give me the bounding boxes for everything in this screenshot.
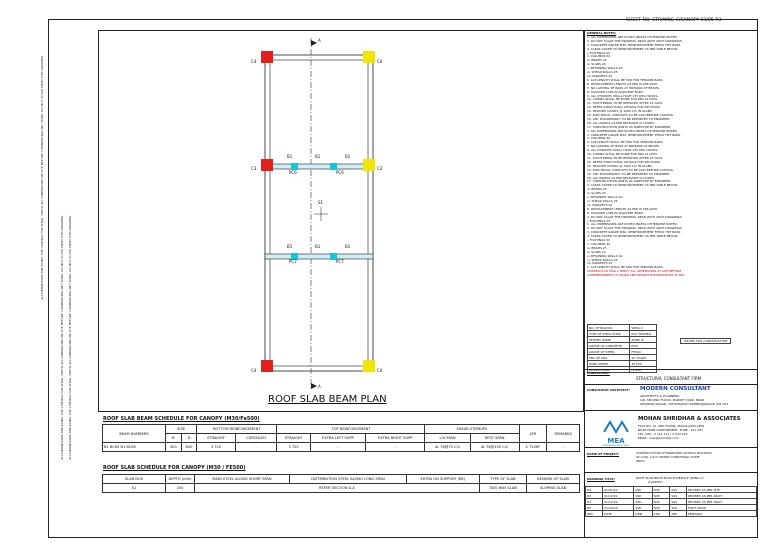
drawing-info-label: DRAWING TITLE: (587, 477, 615, 481)
column-label: C3 (251, 166, 257, 171)
note-line: vii. PARAPETS 20 (587, 203, 613, 207)
cell: SSS (670, 505, 687, 511)
margin-note: ALL DIMENSIONS ARE IN MM. THE CONTRACTOR SHALL CHECK ALL DIMENSIONS ON SITE BEFORE COMMENCING ANY WORK. DO NOT SCALE FROM THIS DRAWING. (60, 214, 64, 460)
cell: DRN (634, 511, 652, 517)
beam-outline-inner (270, 60, 368, 366)
note-line: 1. ALL DIMENSIONS ARE IN MM UNLESS OTHERWISE NOTED. (587, 223, 678, 227)
cell: 01/12/22 (603, 493, 634, 499)
note-line: 17. CONSTRUCTION JOINTS AS DIRECTED BY ENGINEER. (587, 180, 672, 184)
cell: EXTRA RIGHT SUPP (365, 434, 425, 443)
firm-line: EMAIL: msa@example.com (638, 436, 679, 440)
pedestal-pc6-left (291, 163, 298, 170)
note-line: ii. COLUMNS 40 (587, 137, 611, 141)
beam-label: B1 (345, 154, 351, 159)
cell: GRADE OF STEEL (588, 349, 630, 355)
note-line: i. FOOTINGS 50 (587, 51, 611, 55)
note-line: 3. CONCRETE GRADE M30, REINFORCEMENT FE500 TMT BARS. (587, 43, 682, 47)
note-line: iii. BEAMS 25 (587, 59, 607, 63)
cell: REVISED AS PER ARCH (686, 499, 756, 505)
project-line: INDIA (636, 459, 645, 463)
cell: 2 T10EF (519, 443, 547, 452)
note-line: 3. CONCRETE GRADE M30, REINFORCEMENT FE500 TMT BARS. (587, 133, 682, 137)
note-line: iv. SLABS 20 (587, 192, 606, 196)
firm-line: FLAT NO. 12, 3RD FLOOR, MAHALAXMI APTS (638, 424, 705, 428)
column-label: C3 (377, 166, 383, 171)
title-divider (584, 472, 758, 473)
consultant-label: CONSULTANT: (587, 371, 611, 375)
note-line: 9. ALL STIRRUPS SHALL HAVE 135 DEG HOOKS. (587, 94, 659, 98)
cell: STRAIGHT (277, 434, 310, 443)
cell: REMARKS (686, 511, 756, 517)
grid-mark-top: A (318, 38, 321, 43)
beam-label: B1 (315, 244, 321, 249)
cell: SSS (670, 487, 687, 493)
architect-divider (584, 384, 758, 385)
note-line: 3. CONCRETE GRADE M30, REINFORCEMENT FE500 TMT BARS. (587, 231, 682, 235)
cell: NO. OF BLOCKS (588, 325, 630, 331)
cell: REFER SECTION A-A (195, 484, 480, 493)
note-line: 17. CONSTRUCTION JOINTS AS DIRECTED BY ENGINEER. (587, 125, 672, 129)
note-line: 9. ALL STIRRUPS SHALL HAVE 135 DEG HOOKS. (587, 149, 659, 153)
column-c4-bottom-right (363, 360, 375, 372)
cell: DISTRIBUTION STEEL ALONG LONG SPAN (289, 475, 406, 484)
note-line: vi. SHEAR WALLS 25 (587, 71, 618, 75)
cell: SDP (652, 487, 670, 493)
cell: MAIN STEEL ALONG SHORT SPAN (195, 475, 290, 484)
cell: DESIGN CODE (588, 367, 630, 373)
cell: B1 BC65 B1 BC65 (103, 443, 166, 452)
cell: CURTAILED (235, 434, 277, 443)
consultant-value: STRUCTURAL CONSULTANT FIRM (636, 376, 702, 381)
note-line: iii. BEAMS 25 (587, 188, 607, 192)
architect-label: CONSULTANT ARCHITECT: (587, 388, 630, 392)
consultant-divider (584, 369, 758, 370)
cell: REST SPAN (470, 434, 519, 443)
note-line: 11. SHUTTERING TO BE REMOVED AFTER 21 DAYS. (587, 102, 664, 106)
note-line: 6. DEVELOPMENT LENGTH AS PER IS 456:2000. (587, 207, 659, 211)
cell: SLAB NOS (103, 475, 166, 484)
pedestal-label: PC6 (336, 170, 344, 175)
note-line: 5. LAP LENGTH SHALL BE 50D FOR TENSION BARS. (587, 141, 664, 145)
project-label: NAME OF PROJECT: (587, 452, 620, 456)
note-line: vi. SHEAR WALLS 25 (587, 258, 618, 262)
issue-status: ISSUED FOR CONSTRUCTION (680, 338, 731, 344)
note-line: 5. LAP LENGTH SHALL BE 50D FOR TENSION BARS. (587, 266, 664, 270)
note-line: 2. DO NOT SCALE THE DRAWING. READ WITH ARCH DRAWINGS. (587, 39, 683, 43)
note-line: v. RETAINING WALLS 40 (587, 67, 623, 71)
cell: FE500 (630, 349, 657, 355)
section-arrow-top (311, 40, 317, 46)
note-line: 1. ALL DIMENSIONS ARE IN MM UNLESS OTHERWISE NOTED. (587, 35, 678, 39)
cell: RCC FRAMED (630, 331, 657, 337)
drawing-title: ROOF SLAB BEAM PLAN (268, 394, 387, 405)
cell: SSS (670, 499, 687, 505)
cell: 4L T8@75 C/C (425, 443, 470, 452)
cell: 200 (166, 484, 195, 493)
design-parameter-table (587, 324, 657, 373)
beam-label: B1 (315, 154, 321, 159)
pedestal-label: PC7 (336, 259, 344, 264)
cell: L/4 SPAN (425, 434, 470, 443)
cell: - (365, 443, 425, 452)
note-line: v. RETAINING WALLS 40 (587, 196, 623, 200)
note-line: 1. ALL DIMENSIONS ARE IN MM UNLESS OTHERWISE NOTED. (587, 129, 678, 133)
note-line: vi. SHEAR WALLS 25 (587, 199, 618, 203)
cell: WIND SPEED (588, 361, 630, 367)
cell: R3 (586, 487, 603, 493)
cell: 4L T8@150 C/C (470, 443, 519, 452)
note-line red: CONTRACTOR SHALL VERIFY ALL DIMENSIONS AT SITE BEFORE (587, 270, 682, 274)
drawing-info-line: ROOF SLAB BEAM PLAN SCHEDULE (WING C) (636, 476, 704, 480)
cell: D (181, 434, 197, 443)
note-line: 4. CLEAR COVER TO REINFORCEMENT AS PER TABLE BELOW. (587, 235, 679, 239)
cell: ZONE III (630, 337, 657, 343)
note-line: 16. ALL WORKS AS PER RELEVANT IS CODES. (587, 121, 655, 125)
project-divider (584, 447, 758, 448)
cell: SFR (519, 425, 547, 443)
roof-slab-beam-plan (98, 30, 584, 412)
column-c4-top-right (363, 51, 375, 63)
note-line: 10. CURING SHALL BE DONE FOR MIN 14 DAYS. (587, 153, 659, 157)
note-line: 2. DO NOT SCALE THE DRAWING. READ WITH ARCH DRAWINGS. (587, 215, 683, 219)
note-line: 10. CURING SHALL BE DONE FOR MIN 14 DAYS. (587, 98, 659, 102)
margin-note-3: ALL DIMENSIONS ARE IN MM. THE CONTRACTOR SHALL CHECK ALL DIMENSIONS ON SITE BEFORE COMMENCING ANY WORK. DO NOT SCALE FROM THIS DRAWING. (40, 54, 44, 300)
project-line: AT S.NO. 1/2/3, PIMPRI CHINCHWAD, PUNE (636, 455, 700, 459)
cell: SDP (652, 505, 670, 511)
note-line: i. FOOTINGS 50 (587, 239, 611, 243)
note-line: 4. CLEAR COVER TO REINFORCEMENT AS PER TABLE BELOW. (587, 47, 679, 51)
general-notes (587, 32, 755, 322)
note-line: 7. NO LAPPING OF BARS AT MIDSPAN OF BEAMS. (587, 86, 660, 90)
note-line: 12. REFER STRUCTURAL DETAILS FOR SECTIONS. (587, 160, 661, 164)
cell: APP (670, 511, 687, 517)
sheet-number: SHEET NO. STR/WNG C/CANOPY-03/05-R3 (626, 18, 722, 23)
note-line: vii. PARAPETS 20 (587, 74, 613, 78)
drawing-info-line: (CANOPY) (648, 480, 663, 484)
pedestal-pc6-right (330, 163, 337, 170)
cell: SDP (652, 493, 670, 499)
cell: REV (586, 511, 603, 517)
cell: 01/10/22 (603, 505, 634, 511)
architect-line: 4-B, SECOND FLOOR, MARKET YARD, NEAR (640, 398, 705, 402)
cell: FIRST ISSUE (686, 505, 756, 511)
note-line: 16. ALL WORKS AS PER RELEVANT IS CODES. (587, 176, 655, 180)
note-line: 15. ANY DISCREPANCY TO BE REPORTED TO ENGINEER. (587, 172, 671, 176)
note-line: iii. BEAMS 25 (587, 246, 607, 250)
note-line: 6. DEVELOPMENT LENGTH AS PER IS 456:2000. (587, 82, 659, 86)
cell: REVISED AS PER SITE (686, 487, 756, 493)
beam-schedule-table (102, 424, 580, 452)
cell: GRADE OF CONCRETE (588, 343, 630, 349)
cell: EXTRA LEFT SUPP (310, 434, 365, 443)
beam-outline-outer (265, 55, 373, 371)
project-line: CONSTRUCTION OF PROPOSED SCHOOL BUILDING (636, 451, 712, 455)
firm-logo-text: MEA (607, 437, 625, 445)
cell: STRAIGHT (197, 434, 235, 443)
beam-label: B1 (287, 154, 293, 159)
column-label: C4 (251, 59, 257, 64)
note-line: ii. COLUMNS 40 (587, 242, 611, 246)
note-line: 8. STAGGER LAPS IN ADJACENT BARS. (587, 90, 644, 94)
cell: SHEAR STIRRUPS (425, 425, 519, 434)
cell: DATE (603, 511, 634, 517)
cell: SEISMIC ZONE (588, 337, 630, 343)
note-line: 4. CLEAR COVER TO REINFORCEMENT AS PER TABLE BELOW. (587, 184, 679, 188)
beam-schedule-title: ROOF SLAB BEAM SCHEDULE FOR CANOPY (M30/Fe500) (103, 416, 260, 422)
note-line: 11. SHUTTERING TO BE REMOVED AFTER 21 DAYS. (587, 157, 664, 160)
note-line: iv. SLABS 20 (587, 250, 606, 254)
cell: 3 T20 (277, 443, 310, 452)
cell: TOP REINFORCEMENT (277, 425, 425, 434)
cell: 39 M/S (630, 361, 657, 367)
column-label: C4 (377, 59, 383, 64)
note-line: 14. ELECTRICAL CONDUITS TO BE LAID BEFORE CASTING. (587, 114, 674, 118)
pedestal-label: PC6 (289, 170, 297, 175)
note-line: 5. LAP LENGTH SHALL BE 50D FOR TENSION BARS. (587, 78, 664, 82)
cell: 20 T/SQM (630, 355, 657, 361)
table-row (586, 511, 757, 517)
note-line: 14. ELECTRICAL CONDUITS TO BE LAID BEFORE CASTING. (587, 168, 674, 172)
cell: B (166, 434, 182, 443)
cell: 3 T20 (197, 443, 235, 452)
beam-label: B1 (345, 244, 351, 249)
cell: SSS (670, 493, 687, 499)
architect-line: SHANKAR NAGAR, CHHATRAPATI SAMBHAJINAGAR 431 001 (640, 402, 729, 406)
cell: SSD (634, 499, 652, 505)
note-line red: COMMENCEMENT OF WORK AND REPORT DISCREPANCIES IF ANY. (587, 274, 685, 278)
cell: - (310, 443, 365, 452)
cell: SSD (634, 487, 652, 493)
note-line: vii. PARAPETS 20 (587, 262, 613, 266)
cell: TYPE OF STRUCTURE (588, 331, 630, 337)
cell: SDP (652, 499, 670, 505)
column-c3-mid-left (261, 159, 273, 171)
cell: - (547, 443, 580, 452)
cell: TWO WAY SLAB (479, 484, 526, 493)
note-line: i. FOOTINGS 50 (587, 219, 611, 223)
cell: 01/11/22 (603, 499, 634, 505)
section-arrow-bottom (311, 383, 317, 389)
cell: R2 (586, 493, 603, 499)
table-row (103, 443, 580, 452)
firm-divider (584, 410, 758, 411)
transverse-beam-top (265, 164, 373, 169)
cell: BOTTOM REINFORCEMENT (197, 425, 277, 434)
cell: CHK (652, 511, 670, 517)
cell: IS 456 (630, 367, 657, 373)
table-row (103, 484, 580, 493)
cell: BEAM NUMBERS (103, 425, 166, 443)
architect-line: ARCHITECTS & PLANNERS (640, 394, 680, 398)
transverse-beam-mid (265, 254, 373, 259)
column-c4-top-left (261, 51, 273, 63)
firm-logo-sub: ENGINEERING ASSOCIATES (602, 445, 630, 447)
firm-name: MOHAN SHRIDHAR & ASSOCIATES (638, 416, 741, 422)
firm-logo-mark-icon (600, 420, 632, 434)
slab-schedule-title: ROOF SLAB SCHEDULE FOR CANOPY (M30 / FE500) (103, 465, 246, 471)
margin-note-2: ALL DIMENSIONS ARE IN MM. THE CONTRACTOR SHALL CHECK ALL DIMENSIONS ON SITE BEFORE COMMENCING ANY WORK. DO NOT SCALE FROM THIS DRAWING. (68, 214, 72, 460)
note-line: 2. DO NOT SCALE THE DRAWING. READ WITH ARCH DRAWINGS. (587, 227, 683, 231)
grid-mark-bottom: A (318, 384, 321, 389)
note-line: v. RETAINING WALLS 40 (587, 254, 623, 258)
slab-mark: S1 (318, 200, 324, 205)
note-line: 7. NO LAPPING OF BARS AT MIDSPAN OF BEAMS. (587, 145, 660, 149)
column-c3-mid-right (363, 159, 375, 171)
cell: M30 (630, 343, 657, 349)
cell: REVISED AS PER ARCH (686, 493, 756, 499)
column-label: C4 (377, 368, 383, 373)
cell: R1 (586, 499, 603, 505)
firm-logo (600, 419, 632, 445)
firm-line: TEL: 020 - 2 111 111 / 2 222 222 (638, 432, 688, 436)
cell: SSD (634, 493, 652, 499)
firm-line: NEAR PUNE CANTONMENT, PUNE - 411 001 (638, 428, 704, 432)
notes-heading: GENERAL NOTES: (587, 32, 617, 35)
cell: 300 (166, 443, 182, 452)
cell: SIZE (166, 425, 197, 434)
cell: 01/01/23 (603, 487, 634, 493)
note-line: 15. ANY DISCREPANCY TO BE REPORTED TO ENGINEER. (587, 117, 671, 121)
note-line: 8. STAGGER LAPS IN ADJACENT BARS. (587, 211, 644, 215)
cell: SBC OF SOIL (588, 355, 630, 361)
cell: SSD (634, 505, 652, 511)
note-line: 13. PROVIDE CHAIRS @ 1000 C/C IN SLABS. (587, 110, 653, 114)
cell: SLOPING SLAB (527, 484, 580, 493)
column-label: C4 (251, 368, 257, 373)
architect-name: MODERN CONSULTANT (640, 386, 711, 392)
note-line: 12. REFER STRUCTURAL DETAILS FOR SECTIONS. (587, 106, 661, 110)
note-line: iv. SLABS 20 (587, 63, 606, 67)
cell: DEPTH (mm) (166, 475, 195, 484)
cell: REMARKS (547, 425, 580, 443)
cell: WING C (630, 325, 657, 331)
slab-schedule-table (102, 474, 580, 493)
cell: S1 (103, 484, 166, 493)
cell: EXTRA ON SUPPORT (BE) (406, 475, 479, 484)
note-line: 13. PROVIDE CHAIRS @ 1000 C/C IN SLABS. (587, 164, 653, 168)
beam-label: B1 (287, 244, 293, 249)
revision-table (585, 486, 757, 517)
cell: REMARK OF SLAB (527, 475, 580, 484)
note-line: ii. COLUMNS 40 (587, 55, 611, 59)
pedestal-label: PC7 (289, 259, 297, 264)
cell: 600 (181, 443, 197, 452)
column-c4-bottom-left (261, 360, 273, 372)
cell: R0 (586, 505, 603, 511)
cell: TYPE OF SLAB (479, 475, 526, 484)
cell: - (235, 443, 277, 452)
